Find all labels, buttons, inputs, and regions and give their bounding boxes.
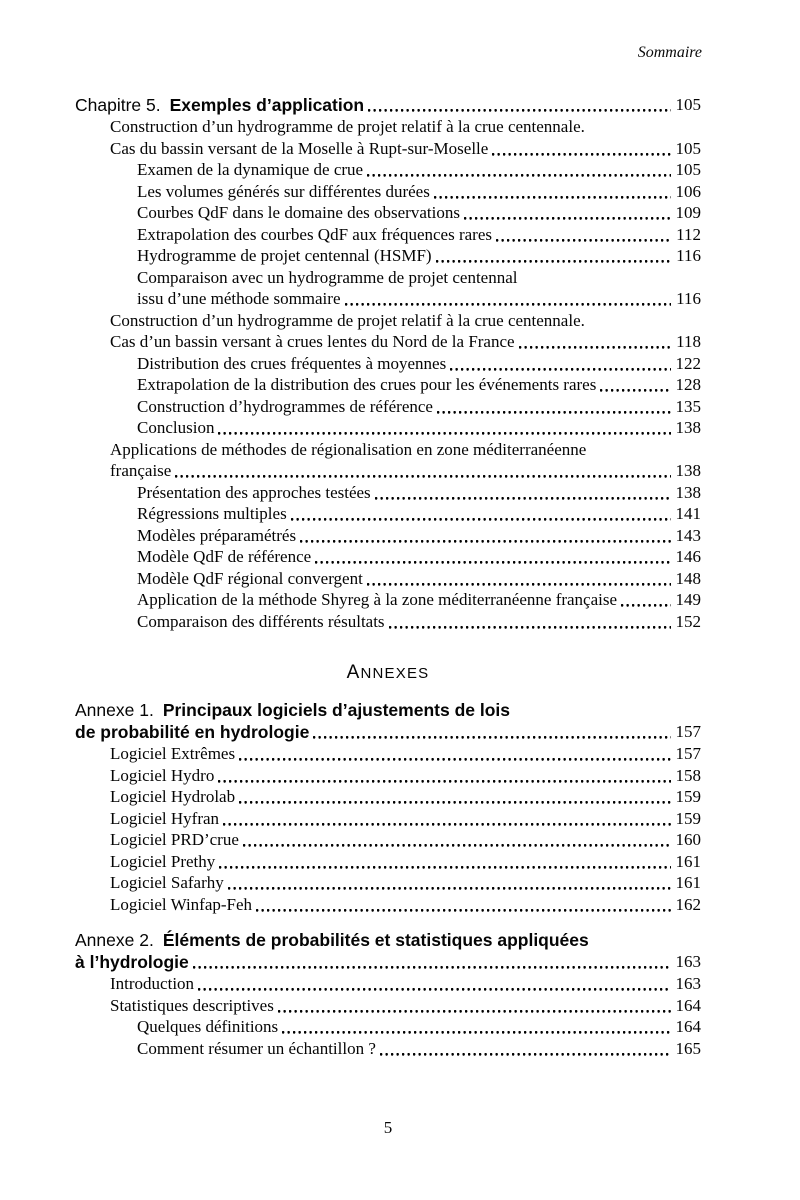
dot-leader (375, 482, 671, 504)
toc-section-annex-3 (75, 929, 701, 1059)
entry-text: Conclusion (137, 418, 215, 437)
page-number: 105 (675, 160, 701, 179)
dot-leader (496, 224, 671, 246)
dot-leader (519, 331, 671, 353)
entry-text: Applications de méthodes de régionalisation en zone méditerranéenne (110, 439, 587, 459)
entry-text: Quelques définitions (137, 1017, 279, 1036)
toc-entry-line (75, 829, 701, 851)
entry-text: Logiciel Hydro (110, 765, 215, 785)
toc-entry-line (75, 851, 701, 873)
table-of-contents (75, 94, 701, 1059)
toc-entry (75, 1038, 701, 1060)
entry-text: Comparaison avec un hydrogramme de projet centennal (137, 267, 518, 287)
toc-entry (75, 1016, 701, 1038)
toc-entry (75, 482, 701, 504)
toc-entry-line (75, 786, 701, 808)
entry-text: Application de la méthode Shyreg à la zone méditerranéenne française (137, 590, 618, 609)
page-number: 116 (676, 289, 701, 308)
entry-text: Modèle QdF de référence (137, 547, 312, 566)
page-number: 122 (675, 353, 701, 373)
toc-entry (75, 525, 701, 547)
section-prefix: Chapitre 5. (75, 95, 161, 115)
dot-leader (282, 1016, 671, 1038)
dot-leader (278, 995, 671, 1017)
page-number: 164 (675, 1017, 701, 1036)
page-number: 109 (675, 203, 701, 222)
page-number: 105 (675, 138, 701, 158)
page-number: 106 (675, 181, 701, 201)
toc-entry-line (75, 482, 701, 504)
toc-entry-line (75, 589, 701, 611)
page-number: 128 (675, 375, 701, 394)
toc-entry-line (75, 331, 701, 353)
entry-text: Logiciel Hydrolab (110, 787, 236, 806)
entry-text: Extrapolation de la distribution des crues pour les événements rares (137, 375, 597, 394)
entry-text: Logiciel Winfap-Feh (110, 894, 253, 914)
toc-entry-line (75, 765, 701, 787)
entry-text: Logiciel Hyfran (110, 808, 220, 828)
page-number: 160 (675, 830, 701, 849)
toc-entry (75, 310, 701, 353)
entry-text: Logiciel Prethy (110, 851, 216, 871)
toc-entry-line (75, 310, 701, 332)
dot-leader (193, 951, 671, 972)
toc-entry (75, 245, 701, 267)
page-number: 165 (675, 1038, 701, 1058)
page-number: 141 (675, 504, 701, 523)
entry-text: Introduction (110, 974, 195, 993)
toc-entry (75, 894, 701, 916)
page-number: 164 (675, 995, 701, 1015)
entry-text: Extrapolation des courbes QdF aux fréquences rares (137, 224, 492, 244)
dot-leader (198, 973, 671, 995)
page-number: 138 (675, 418, 701, 437)
entry-text: Modèle QdF régional convergent (137, 568, 363, 588)
dot-leader (621, 589, 671, 611)
toc-entry (75, 267, 701, 310)
entry-text: Logiciel PRD’crue (110, 830, 239, 849)
toc-entry (75, 829, 701, 851)
page-number: 157 (675, 744, 701, 763)
toc-entry-line (75, 159, 701, 181)
toc-entry-line (75, 525, 701, 547)
dot-leader (219, 851, 671, 873)
toc-entry (75, 995, 701, 1017)
entry-text: Logiciel Extrêmes (110, 744, 236, 763)
entry-text: Cas d’un bassin versant à crues lentes du Nord de la France (110, 332, 515, 351)
section-title: Éléments de probabilités et statistiques appliquées (162, 930, 589, 950)
entry-text: Courbes QdF dans le domaine des observations (137, 203, 460, 222)
toc-entry (75, 353, 701, 375)
section-title: à l’hydrologie (75, 952, 189, 972)
toc-entry-line (75, 743, 701, 765)
toc-entry-line (75, 439, 701, 461)
dot-leader (450, 353, 671, 375)
dot-leader (492, 138, 671, 160)
toc-entry-line (75, 460, 701, 482)
dot-leader (600, 374, 671, 396)
dot-leader (367, 159, 671, 181)
entry-text: Construction d’hydrogrammes de référence (137, 396, 433, 416)
entry-text: Présentation des approches testées (137, 482, 371, 502)
toc-entry-line (75, 808, 701, 830)
dot-leader (300, 525, 671, 547)
dot-leader (175, 460, 671, 482)
dot-leader (239, 743, 671, 765)
toc-entry (75, 202, 701, 224)
entry-text: Construction d’un hydrogramme de projet relatif à la crue centennale. (110, 310, 585, 330)
entry-text: Cas du bassin versant de la Moselle à Rupt-sur-Moselle (110, 138, 489, 158)
toc-entry-line (75, 894, 701, 916)
entry-text: Modèles préparamétrés (137, 525, 297, 545)
page-number: 118 (676, 332, 701, 351)
toc-entry (75, 808, 701, 830)
toc-entry-line (75, 396, 701, 418)
entry-text: Logiciel Safarhy (110, 873, 224, 892)
annexes-label-rest: NNEXES (360, 665, 430, 682)
section-title: de probabilité en hydrologie (75, 722, 310, 742)
toc-entry (75, 546, 701, 568)
entry-text: Régressions multiples (137, 504, 287, 523)
page-number: 162 (675, 894, 701, 914)
annexes-label-initial: A (346, 662, 361, 683)
page-number: 143 (675, 525, 701, 545)
toc-entry-line (75, 546, 701, 568)
page-number: 152 (675, 611, 701, 631)
toc-entry-line (75, 872, 701, 894)
toc-section-annex-2 (75, 699, 701, 915)
dot-leader (239, 786, 671, 808)
toc-entry (75, 116, 701, 159)
dot-leader (315, 546, 671, 568)
dot-leader (218, 765, 671, 787)
dot-leader (464, 202, 671, 224)
toc-entry (75, 439, 701, 482)
running-header: Sommaire (637, 44, 702, 61)
section-title: Principaux logiciels d’ajustements de lois (162, 700, 511, 720)
dot-leader (243, 829, 671, 851)
dot-leader (218, 417, 671, 439)
toc-entry-line (75, 1016, 701, 1038)
toc-entry-line (75, 138, 701, 160)
dot-leader (368, 94, 671, 115)
toc-entry-line (75, 611, 701, 633)
page-number: 159 (675, 787, 701, 806)
page-number: 149 (675, 590, 701, 609)
dot-leader (223, 808, 671, 830)
toc-entry-line (75, 568, 701, 590)
page-number: 148 (675, 568, 701, 588)
dot-leader (313, 721, 671, 742)
section-heading-line (75, 951, 701, 973)
toc-entry (75, 743, 701, 765)
toc-entry-line (75, 181, 701, 203)
page-number: 138 (675, 461, 701, 480)
section-heading-line (75, 699, 701, 721)
page-number: 161 (675, 873, 701, 892)
page-number: 105 (675, 95, 701, 114)
toc-entry-line (75, 353, 701, 375)
entry-text: Comment résumer un échantillon ? (137, 1038, 376, 1058)
section-heading-line (75, 94, 701, 116)
toc-entry-line (75, 503, 701, 525)
toc-entry-line (75, 374, 701, 396)
toc-entry (75, 568, 701, 590)
toc-entry (75, 611, 701, 633)
page-number: 158 (675, 765, 701, 785)
entry-text: Distribution des crues fréquentes à moyennes (137, 353, 447, 373)
toc-entry (75, 786, 701, 808)
entry-text: Statistiques descriptives (110, 995, 274, 1015)
page-number: 161 (675, 851, 701, 871)
toc-entry (75, 374, 701, 396)
toc-entry-line (75, 224, 701, 246)
dot-leader (380, 1038, 671, 1060)
toc-entry (75, 396, 701, 418)
toc-entry (75, 224, 701, 246)
entry-text: Construction d’un hydrogramme de projet relatif à la crue centennale. (110, 117, 585, 136)
section-heading-line (75, 929, 701, 951)
toc-entry-line (75, 267, 701, 289)
page-number: 163 (675, 952, 701, 971)
entry-text: Hydrogramme de projet centennal (HSMF) (137, 246, 432, 265)
toc-entry-line (75, 1038, 701, 1060)
annexes-divider (75, 662, 701, 685)
toc-entry (75, 417, 701, 439)
dot-leader (436, 245, 671, 267)
toc-entry (75, 765, 701, 787)
toc-entry (75, 159, 701, 181)
entry-text: française (110, 461, 172, 480)
section-prefix: Annexe 2. (75, 930, 154, 950)
dot-leader (345, 288, 672, 310)
dot-leader (434, 181, 671, 203)
toc-entry-line (75, 995, 701, 1017)
page-number: 135 (675, 396, 701, 416)
footer-page-number: 5 (383, 1118, 393, 1137)
section-heading-line (75, 721, 701, 743)
section-prefix: Annexe 1. (75, 700, 154, 720)
page-number: 163 (675, 974, 701, 993)
entry-text: Comparaison des différents résultats (137, 611, 385, 631)
page-number: 159 (675, 808, 701, 828)
page-number: 146 (675, 547, 701, 566)
toc-entry (75, 589, 701, 611)
toc-entry-line (75, 245, 701, 267)
toc-entry-line (75, 288, 701, 310)
entry-text: Les volumes générés sur différentes durées (137, 181, 430, 201)
toc-entry (75, 872, 701, 894)
dot-leader (228, 872, 671, 894)
toc-entry (75, 503, 701, 525)
section-title: Exemples d’application (169, 95, 365, 115)
toc-entry (75, 973, 701, 995)
toc-section-chapter-0 (75, 94, 701, 632)
entry-text: Examen de la dynamique de crue (137, 160, 364, 179)
toc-entry-line (75, 973, 701, 995)
page-number: 112 (676, 224, 701, 244)
page-number: 116 (676, 246, 701, 265)
toc-entry (75, 181, 701, 203)
page-number: 138 (675, 482, 701, 502)
entry-text: issu d’une méthode sommaire (137, 289, 341, 308)
dot-leader (256, 894, 671, 916)
dot-leader (437, 396, 671, 418)
toc-entry-line (75, 116, 701, 138)
toc-entry-line (75, 202, 701, 224)
dot-leader (367, 568, 671, 590)
dot-leader (291, 503, 671, 525)
dot-leader (389, 611, 671, 633)
page-number: 157 (675, 722, 701, 741)
toc-entry (75, 851, 701, 873)
toc-entry-line (75, 417, 701, 439)
